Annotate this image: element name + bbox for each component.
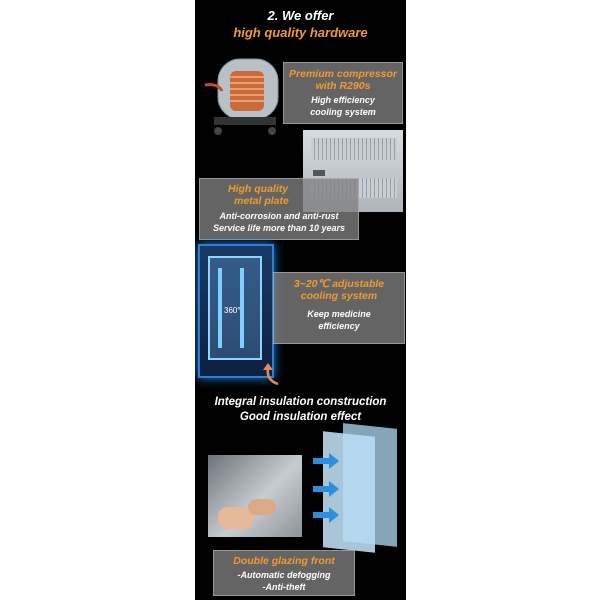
header-line1: 2. We offer <box>267 8 334 23</box>
metal-plate-title2: metal plate <box>234 195 289 207</box>
metal-plate-desc1: Anti-corrosion and anti-rust <box>219 211 339 221</box>
compressor-desc1: High efficiency <box>311 95 375 105</box>
glazing-title: Double glazing front <box>233 555 335 567</box>
glazing-item2: -Anti-theft <box>262 582 306 592</box>
arrow-right-icon <box>313 481 339 497</box>
compressor-title1: Premium compressor <box>289 68 397 80</box>
airflow-cabinet-image <box>198 244 274 378</box>
product-feature-strip <box>195 0 406 600</box>
metal-plate-desc2: Service life more than 10 years <box>212 223 346 233</box>
compressor-desc2: cooling system <box>310 107 376 117</box>
cooling-title1: 3~20℃ adjustable <box>293 278 385 290</box>
header-line2: high quality hardware <box>233 25 368 40</box>
cooling-panel <box>273 272 405 344</box>
curved-arrow-icon <box>260 362 282 386</box>
cooling-desc1: Keep medicine <box>307 309 371 319</box>
glazing-panel <box>213 550 355 596</box>
insulation-line1: Integral insulation construction <box>214 396 387 408</box>
metal-plate-title1: High quality <box>228 183 289 195</box>
cooling-title2: cooling system <box>300 290 378 302</box>
glazing-item1: -Automatic defogging <box>237 570 331 580</box>
metal-plate-panel <box>199 178 359 240</box>
insulation-line2: Good insulation effect <box>239 411 362 423</box>
arrow-right-icon <box>313 507 339 523</box>
arrow-right-icon <box>313 453 339 469</box>
compressor-title2: with R290s <box>315 80 371 92</box>
compressor-image <box>200 55 285 140</box>
cooling-desc2: efficiency <box>318 321 360 331</box>
compressor-panel <box>283 62 403 124</box>
cooling-badge: 360° <box>224 306 241 315</box>
hand-door-image <box>208 455 302 537</box>
